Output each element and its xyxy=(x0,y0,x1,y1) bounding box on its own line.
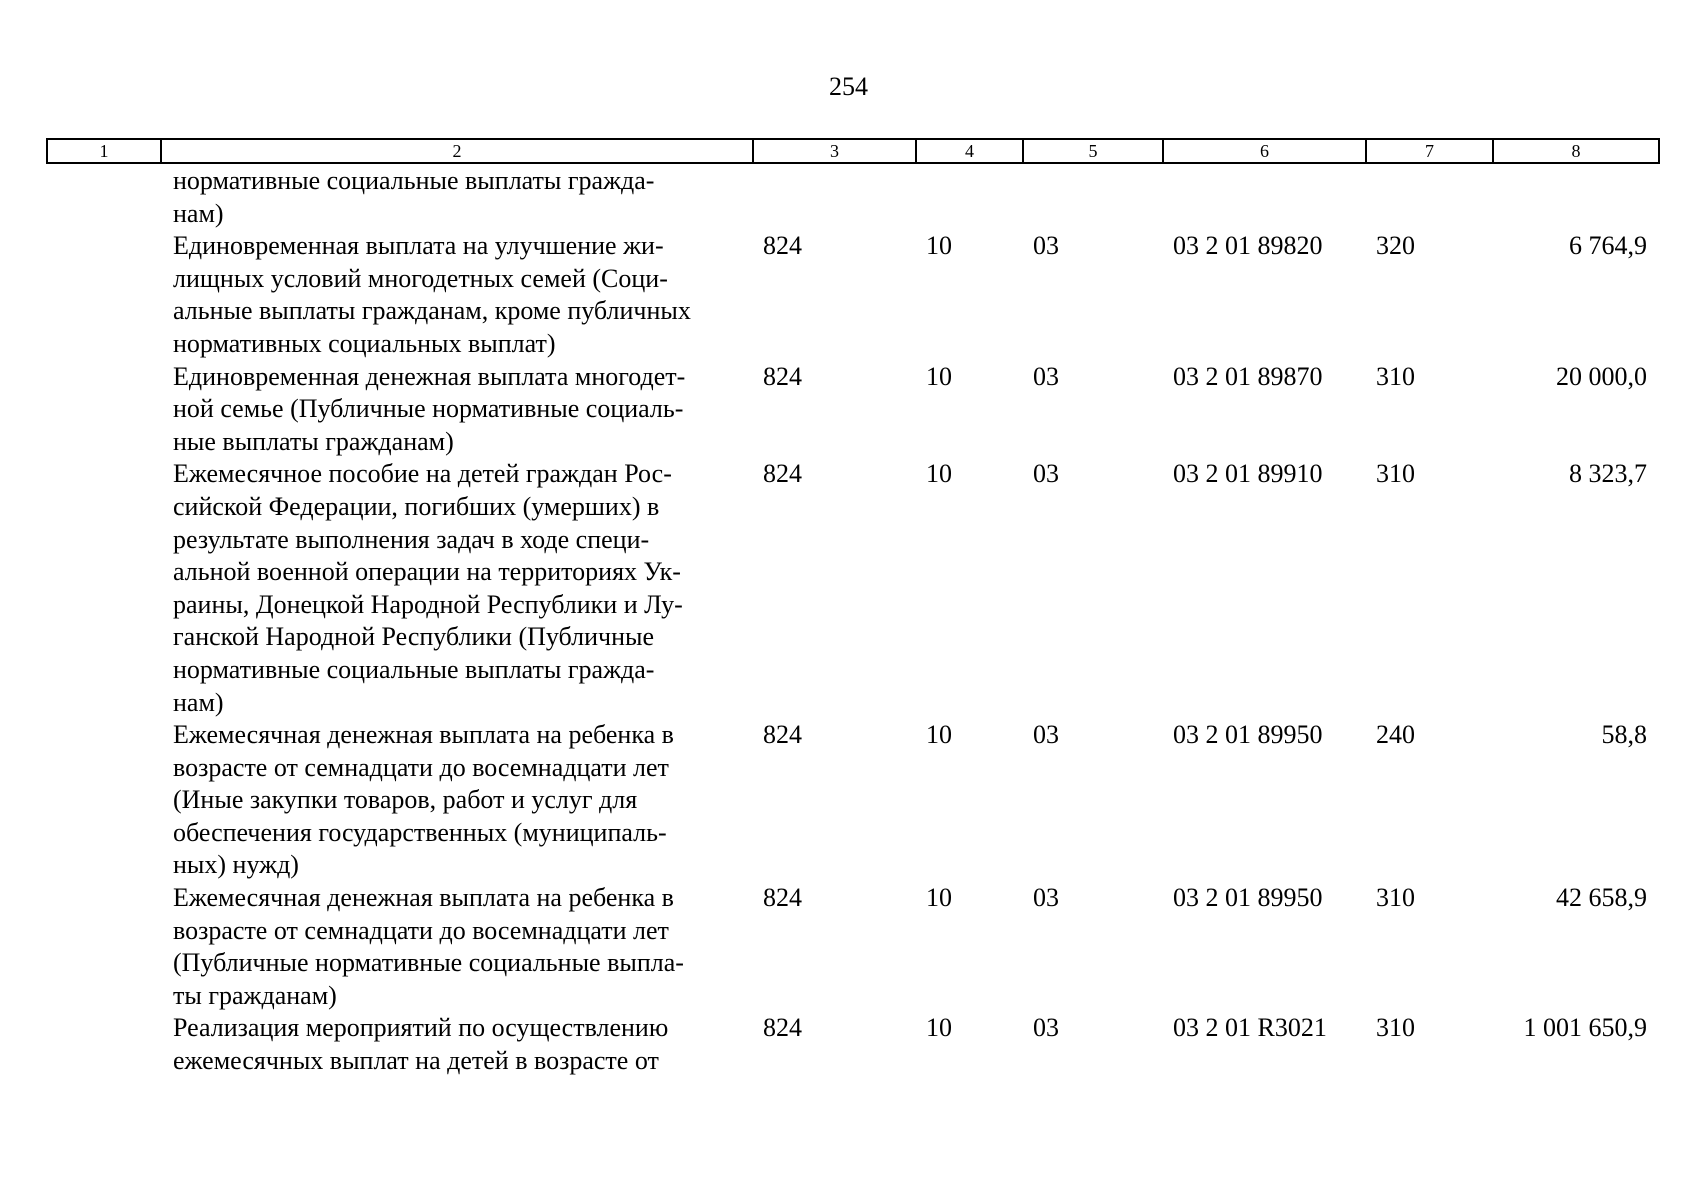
amount-cell: 8 323,7 xyxy=(1569,459,1647,489)
description-cell xyxy=(161,882,753,1012)
column-header: 6 xyxy=(1163,139,1366,163)
description-line: Реализация мероприятий по осуществлению xyxy=(173,1013,669,1043)
amount-cell: 42 658,9 xyxy=(1556,883,1647,913)
description-line: ных) нужд) xyxy=(173,850,299,880)
column-header: 2 xyxy=(161,139,753,163)
description-line: ной семье (Публичные нормативные социаль- xyxy=(173,394,684,424)
description-cell xyxy=(161,163,753,230)
row-number-cell xyxy=(47,882,161,1012)
description-line: раины, Донецкой Народной Республики и Лу- xyxy=(173,589,683,619)
description-line: нам) xyxy=(173,198,224,228)
description-line: нормативных социальных выплат) xyxy=(173,328,556,358)
ministry-code-cell: 824 xyxy=(763,459,802,489)
amount-cell: 1 001 650,9 xyxy=(1523,1013,1647,1043)
section-code-cell: 10 xyxy=(926,883,952,913)
section-code-cell: 10 xyxy=(926,1013,952,1043)
target-article-cell: 03 2 01 R3021 xyxy=(1173,1013,1327,1043)
row-number-cell xyxy=(47,230,161,360)
table-row xyxy=(47,1012,1659,1077)
expense-type-cell: 240 xyxy=(1376,720,1415,750)
description-cell xyxy=(161,458,753,719)
description-line: нормативные социальные выплаты гражда- xyxy=(173,654,655,684)
description-line: альной военной операции на территориях Ук- xyxy=(173,557,681,587)
target-article-cell: 03 2 01 89820 xyxy=(1173,231,1323,261)
description-line: результате выполнения задач в ходе специ- xyxy=(173,524,650,554)
description-cell xyxy=(161,719,753,882)
table-row xyxy=(47,882,1659,1012)
expense-type-cell: 310 xyxy=(1376,883,1415,913)
description-line: Ежемесячная денежная выплата на ребенка в xyxy=(173,720,674,750)
column-header: 3 xyxy=(753,139,916,163)
description-line: ты гражданам) xyxy=(173,980,337,1010)
ministry-code-cell: 824 xyxy=(763,1013,802,1043)
subsection-code-cell xyxy=(1023,163,1163,230)
target-article-cell: 03 2 01 89870 xyxy=(1173,361,1323,391)
ministry-code-cell: 824 xyxy=(763,720,802,750)
description-line: нам) xyxy=(173,687,224,717)
column-header: 8 xyxy=(1493,139,1659,163)
table-row xyxy=(47,458,1659,719)
description-line: Единовременная денежная выплата многодет- xyxy=(173,361,686,391)
description-line: сийской Федерации, погибших (умерших) в xyxy=(173,491,660,521)
table-row xyxy=(47,163,1659,230)
page-number: 254 xyxy=(829,72,868,101)
description-line: (Иные закупки товаров, работ и услуг для xyxy=(173,785,638,815)
target-article-cell: 03 2 01 89950 xyxy=(1173,720,1323,750)
row-number-cell xyxy=(47,719,161,882)
description-line: (Публичные нормативные социальные выпла- xyxy=(173,948,684,978)
description-line: альные выплаты гражданам, кроме публичных xyxy=(173,296,691,326)
table-body xyxy=(47,163,1659,1078)
budget-table xyxy=(46,138,1660,1078)
ministry-code-cell: 824 xyxy=(763,231,802,261)
expense-type-cell xyxy=(1366,163,1493,230)
ministry-code-cell: 824 xyxy=(763,361,802,391)
section-code-cell: 10 xyxy=(926,231,952,261)
description-line: ежемесячных выплат на детей в возрасте от xyxy=(173,1046,659,1076)
subsection-code-cell: 03 xyxy=(1033,720,1059,750)
target-article-cell: 03 2 01 89950 xyxy=(1173,883,1323,913)
description-cell xyxy=(161,361,753,459)
description-line: возрасте от семнадцати до восемнадцати лет xyxy=(173,915,669,945)
section-code-cell: 10 xyxy=(926,720,952,750)
row-number-cell xyxy=(47,1012,161,1077)
description-line: Ежемесячное пособие на детей граждан Рос- xyxy=(173,459,672,489)
description-line: Ежемесячная денежная выплата на ребенка в xyxy=(173,883,674,913)
target-article-cell: 03 2 01 89910 xyxy=(1173,459,1323,489)
description-line: ганской Народной Республики (Публичные xyxy=(173,622,654,652)
subsection-code-cell: 03 xyxy=(1033,1013,1059,1043)
amount-cell: 6 764,9 xyxy=(1569,231,1647,261)
row-number-cell xyxy=(47,361,161,459)
section-code-cell: 10 xyxy=(926,361,952,391)
table-row xyxy=(47,719,1659,882)
subsection-code-cell: 03 xyxy=(1033,361,1059,391)
target-article-cell xyxy=(1163,163,1366,230)
column-header: 4 xyxy=(916,139,1023,163)
section-code-cell: 10 xyxy=(926,459,952,489)
row-number-cell xyxy=(47,163,161,230)
column-header: 5 xyxy=(1023,139,1163,163)
column-header: 1 xyxy=(47,139,161,163)
subsection-code-cell: 03 xyxy=(1033,883,1059,913)
ministry-code-cell: 824 xyxy=(763,883,802,913)
description-cell xyxy=(161,230,753,360)
description-line: нормативные социальные выплаты гражда- xyxy=(173,166,655,195)
subsection-code-cell: 03 xyxy=(1033,459,1059,489)
description-line: ные выплаты гражданам) xyxy=(173,426,454,456)
column-header: 7 xyxy=(1366,139,1493,163)
description-cell xyxy=(161,1012,753,1077)
description-line: Единовременная выплата на улучшение жи- xyxy=(173,231,664,261)
row-number-cell xyxy=(47,458,161,719)
amount-cell: 58,8 xyxy=(1601,720,1647,750)
description-line: обеспечения государственных (муниципаль- xyxy=(173,817,667,847)
amount-cell: 20 000,0 xyxy=(1556,361,1647,391)
subsection-code-cell: 03 xyxy=(1033,231,1059,261)
ministry-code-cell xyxy=(753,163,916,230)
table-row xyxy=(47,361,1659,459)
expense-type-cell: 310 xyxy=(1376,459,1415,489)
amount-cell xyxy=(1493,163,1659,230)
column-number-header-row xyxy=(47,139,1659,163)
description-line: лищных условий многодетных семей (Соци- xyxy=(173,263,668,293)
expense-type-cell: 310 xyxy=(1376,1013,1415,1043)
description-line: возрасте от семнадцати до восемнадцати лет xyxy=(173,752,669,782)
expense-type-cell: 310 xyxy=(1376,361,1415,391)
expense-type-cell: 320 xyxy=(1376,231,1415,261)
table-row xyxy=(47,230,1659,360)
section-code-cell xyxy=(916,163,1023,230)
